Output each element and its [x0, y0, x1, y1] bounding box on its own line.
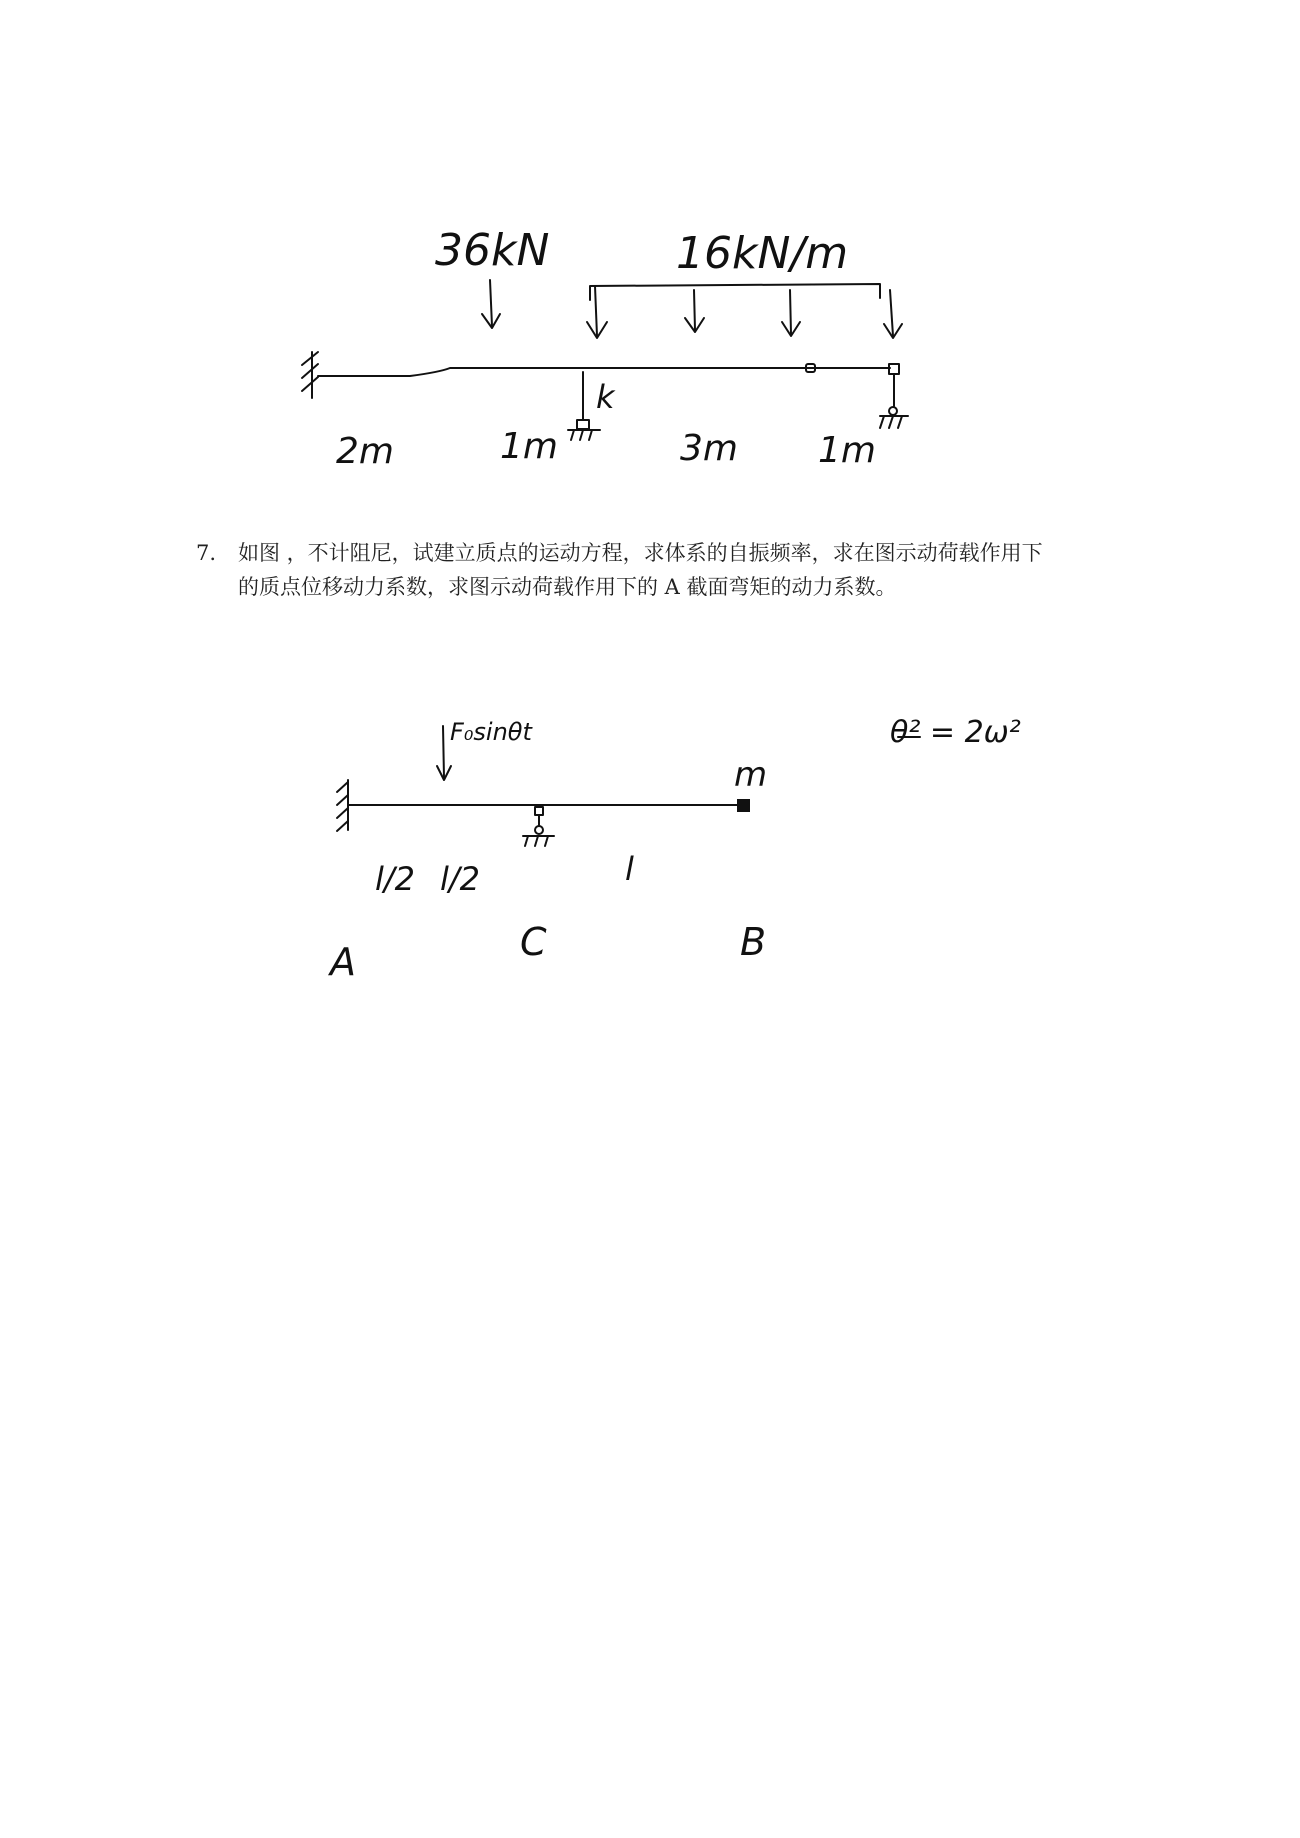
- question-number: 7.: [196, 541, 217, 565]
- distributed-load-arrow: [694, 290, 695, 330]
- distributed-load-label: 16kN/m: [676, 228, 849, 279]
- roller-wheel: [889, 407, 897, 415]
- ground-hatch: [545, 836, 548, 846]
- dynamic-load-label: F₀sinθt: [450, 718, 532, 746]
- ground-hatch: [889, 416, 893, 428]
- mass-b: [737, 799, 750, 812]
- spring-base: [577, 420, 589, 429]
- point-label-b: B: [740, 920, 767, 964]
- distributed-load-arrow: [595, 286, 597, 336]
- question-text-line-2: 的质点位移动力系数，求图示动荷载作用下的 A 截面弯矩的动力系数。: [238, 575, 897, 599]
- segment-label-1: 2m: [336, 431, 394, 472]
- fixed-support-hatch: [302, 364, 318, 378]
- span-label-1: l/2: [375, 860, 416, 898]
- distributed-load-bracket: [590, 284, 880, 300]
- ground-hatch: [571, 430, 574, 440]
- mass-label: m: [734, 755, 768, 795]
- fixed-support-hatch: [337, 821, 348, 831]
- support-c-wheel: [535, 826, 543, 834]
- figure-1-beam-diagram: [0, 0, 1300, 520]
- spring-label: k: [596, 378, 615, 416]
- segment-label-3: 3m: [680, 428, 738, 469]
- point-label-c: C: [520, 920, 547, 964]
- ground-hatch: [580, 430, 583, 440]
- span-label-2: l/2: [440, 860, 481, 898]
- fixed-support-hatch: [302, 377, 318, 391]
- dynamic-load-arrow: [443, 726, 444, 778]
- fixed-support-hatch: [302, 352, 318, 365]
- beam-1: [318, 368, 880, 376]
- support-c: [535, 807, 543, 815]
- dynamic-load-arrowhead: [437, 766, 451, 780]
- ground-hatch: [880, 416, 884, 428]
- fixed-support-hatch: [337, 808, 348, 818]
- frequency-condition: θ² = 2ω²: [890, 715, 1021, 750]
- fixed-support-hatch: [337, 795, 348, 805]
- segment-label-4: 1m: [818, 430, 876, 471]
- point-load-label: 36kN: [435, 225, 550, 276]
- distributed-load-arrow: [890, 290, 893, 336]
- ground-hatch: [525, 836, 528, 846]
- ground-hatch: [898, 416, 902, 428]
- point-load-arrow: [490, 280, 492, 326]
- fixed-support-hatch: [337, 782, 348, 792]
- question-text-line-1: 如图 ，不计阻尼，试建立质点的运动方程，求体系的自振频率，求在图示动荷载作用下: [238, 541, 1043, 565]
- span-label-3: l: [625, 850, 634, 888]
- point-label-a: A: [330, 940, 356, 984]
- roller-support-right: [889, 364, 899, 374]
- distributed-load-arrow: [790, 290, 791, 334]
- ground-hatch: [589, 430, 592, 440]
- segment-label-2: 1m: [500, 426, 558, 467]
- ground-hatch: [535, 836, 538, 846]
